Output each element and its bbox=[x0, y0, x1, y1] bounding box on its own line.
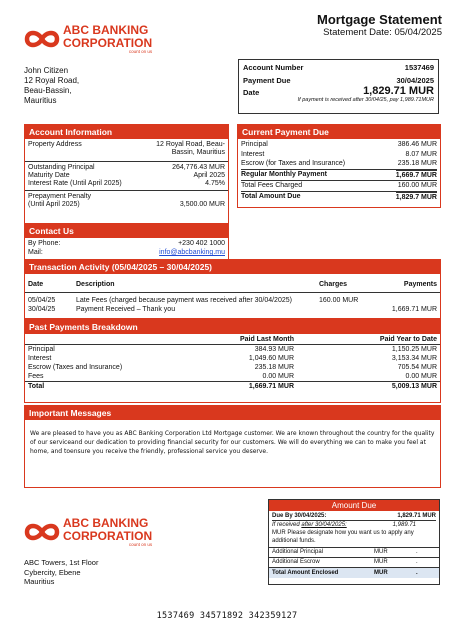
pp-last: 1,049.60 MUR bbox=[248, 355, 294, 362]
amount-date-label: Date bbox=[243, 88, 260, 97]
current-payment-panel bbox=[237, 124, 441, 208]
prepayment-penalty-label: Prepayment Penalty bbox=[28, 193, 92, 200]
cp-interest-label: Interest bbox=[241, 150, 265, 158]
logo-line1: ABC BANKING bbox=[63, 23, 149, 37]
transaction-header-row bbox=[25, 280, 440, 293]
total-enclosed-input[interactable]: . bbox=[416, 570, 418, 576]
cp-fees-label: Total Fees Charged bbox=[241, 182, 303, 189]
contact-header: Contact Us bbox=[25, 224, 228, 238]
prepayment-penalty-value: 3,500.00 MUR bbox=[179, 201, 225, 208]
amount-due-coupon bbox=[268, 499, 440, 585]
pp-label: Interest bbox=[28, 355, 52, 362]
bank-logo-footer bbox=[24, 517, 152, 547]
account-information-header: Account Information bbox=[25, 125, 228, 139]
statement-date: Statement Date: 05/04/2025 bbox=[323, 27, 442, 38]
interest-rate-label: Interest Rate (Until April 2025) bbox=[28, 180, 122, 187]
funds-instruction: MUR Please designate how you want us to apply any additional funds. bbox=[272, 530, 414, 544]
cp-regular-value: 1,669.7 MUR bbox=[395, 171, 437, 179]
infinity-logo-icon bbox=[24, 28, 60, 50]
table-row bbox=[25, 363, 440, 372]
cp-principal-value: 386.46 MUR bbox=[397, 141, 437, 148]
col-payments: Payments bbox=[403, 281, 437, 288]
current-payment-header: Current Payment Due bbox=[238, 125, 440, 139]
col-paid-last-month: Paid Last Month bbox=[239, 336, 294, 343]
cp-total-label: Total Amount Due bbox=[241, 192, 301, 200]
cp-escrow-label: Escrow (for Taxes and Insurance) bbox=[241, 160, 346, 167]
table-row bbox=[25, 345, 440, 355]
account-information-panel bbox=[24, 124, 229, 224]
past-payments-table bbox=[25, 335, 440, 391]
due-by-value: 1,829.71 MUR bbox=[397, 513, 436, 519]
txn-charges: 160.00 MUR bbox=[319, 297, 359, 304]
cp-fees-value: 160.00 MUR bbox=[397, 182, 437, 189]
mail-label: Mail: bbox=[28, 249, 43, 256]
txn-charges bbox=[316, 305, 374, 314]
total-enclosed-label: Total Amount Enclosed bbox=[272, 570, 339, 576]
txn-payments bbox=[374, 293, 440, 306]
logo-line1: ABC BANKING bbox=[63, 516, 149, 530]
property-address-value: 12 Royal Road, Beau-Bassin, Mauritius bbox=[156, 141, 225, 156]
maturity-date-label: Maturity Date bbox=[28, 172, 70, 179]
interest-rate-value: 4.75% bbox=[205, 180, 225, 187]
outstanding-principal-value: 264,776.43 MUR bbox=[172, 164, 225, 171]
transaction-activity-panel bbox=[24, 259, 441, 319]
pp-ytd: 3,153.34 MUR bbox=[391, 355, 437, 362]
pp-ytd: 5,009.13 MUR bbox=[391, 383, 437, 390]
pp-last: 0.00 MUR bbox=[262, 373, 294, 380]
table-row bbox=[25, 382, 440, 392]
account-number-value: 1537469 bbox=[404, 63, 434, 72]
property-address-label: Property Address bbox=[28, 141, 82, 148]
phone-value: +230 402 1000 bbox=[178, 240, 225, 247]
transaction-table bbox=[25, 280, 440, 314]
payment-due-value: 30/04/2025 bbox=[396, 76, 434, 85]
important-messages-panel bbox=[24, 405, 441, 488]
phone-label: By Phone: bbox=[28, 240, 61, 247]
bank-address bbox=[24, 558, 98, 587]
customer-addr2: Beau-Bassin, bbox=[24, 86, 72, 95]
infinity-logo-icon bbox=[24, 521, 60, 543]
late-amount-value: 1,989.71 bbox=[392, 522, 416, 528]
additional-principal-row[interactable] bbox=[269, 548, 439, 558]
transaction-activity-header: Transaction Activity (05/04/2025 – 30/04/2025) bbox=[25, 260, 440, 274]
pp-label: Total bbox=[28, 383, 45, 390]
bank-addr3: Mauritius bbox=[24, 577, 55, 586]
prepayment-penalty-period: (Until April 2025) bbox=[28, 201, 80, 208]
mail-link[interactable]: info@abcbanking.mu bbox=[159, 249, 225, 256]
statement-header bbox=[317, 12, 442, 38]
contact-panel bbox=[24, 223, 229, 261]
due-by-label: Due By 30/04/2025: bbox=[272, 513, 327, 519]
col-charges: Charges bbox=[319, 281, 348, 288]
logo-line2: CORPORATION bbox=[63, 35, 153, 50]
add-principal-input[interactable]: . bbox=[416, 549, 418, 555]
bank-addr1: ABC Towers, 1st Floor bbox=[24, 558, 99, 567]
table-row bbox=[25, 305, 440, 314]
cp-interest-value: 8.07 MUR bbox=[405, 150, 437, 158]
pp-last: 384.93 MUR bbox=[254, 346, 294, 353]
txn-date: 05/04/25 bbox=[28, 297, 56, 304]
txn-payments: 1,669.71 MUR bbox=[391, 306, 437, 313]
total-enclosed-currency: MUR bbox=[374, 570, 388, 576]
customer-addr3: Mauritius bbox=[24, 96, 57, 105]
table-row bbox=[25, 372, 440, 382]
add-escrow-label: Additional Escrow bbox=[272, 559, 320, 565]
txn-description: Payment Received – Thank you bbox=[76, 306, 176, 313]
txn-description: Late Fees (charged because payment was received after 30/04/2025) bbox=[76, 297, 292, 304]
pp-ytd: 0.00 MUR bbox=[405, 373, 437, 380]
important-messages-header: Important Messages bbox=[25, 406, 440, 420]
additional-escrow-row[interactable] bbox=[269, 558, 439, 568]
past-payments-panel bbox=[24, 319, 441, 403]
cp-principal-label: Principal bbox=[241, 141, 268, 148]
logo-tagline: count on us bbox=[128, 542, 153, 548]
customer-addr1: 12 Royal Road, bbox=[24, 76, 80, 85]
pp-label: Principal bbox=[28, 346, 55, 353]
pp-label: Fees bbox=[28, 373, 44, 380]
payment-due-label: Payment Due bbox=[243, 76, 291, 85]
pp-label: Escrow (Taxes and Insurance) bbox=[28, 364, 123, 371]
col-paid-year-to-date: Paid Year to Date bbox=[379, 336, 437, 343]
pp-last: 1,669.71 MUR bbox=[248, 383, 294, 390]
table-row bbox=[25, 354, 440, 363]
maturity-date-value: April 2025 bbox=[193, 172, 225, 179]
account-summary-box bbox=[238, 59, 439, 114]
bank-addr2: Cybercity, Ebene bbox=[24, 567, 81, 577]
cp-regular-label: Regular Monthly Payment bbox=[241, 170, 327, 178]
table-row bbox=[25, 293, 440, 306]
col-date: Date bbox=[28, 281, 44, 288]
add-escrow-currency: MUR bbox=[374, 559, 388, 565]
pp-last: 235.18 MUR bbox=[254, 364, 294, 371]
bank-logo bbox=[24, 24, 152, 54]
page-title: Mortgage Statement bbox=[317, 12, 442, 27]
customer-name: John Citizen bbox=[24, 66, 69, 75]
outstanding-principal-label: Outstanding Principal bbox=[28, 164, 95, 171]
late-payment-note: If payment is received after 30/04/25, pay 1,989.71MUR bbox=[297, 97, 434, 103]
amount-due-value: 1,829.71 MUR bbox=[363, 85, 434, 97]
micr-line: 1537469 34571892 342359127 bbox=[156, 611, 298, 621]
logo-line2: CORPORATION bbox=[63, 528, 153, 543]
pp-ytd: 705.54 MUR bbox=[397, 364, 437, 371]
important-messages-body: We are pleased to have you as ABC Banking Corporation Ltd Mortgage customer. We are known throughout the country for the quality of our serviceand our dedication to providing financial security for our customers. We will do everything we can to make you feel at home, and toensure you receive the friendly, professional service you deserve. bbox=[30, 430, 435, 455]
cp-escrow-value: 235.18 MUR bbox=[397, 160, 437, 167]
past-payments-header: Past Payments Breakdown bbox=[25, 320, 440, 334]
cp-total-value: 1,829.7 MUR bbox=[395, 193, 437, 201]
past-payments-header-row bbox=[25, 335, 440, 345]
total-enclosed-row[interactable] bbox=[269, 568, 439, 579]
account-number-label: Account Number bbox=[243, 63, 304, 72]
logo-tagline: count on us bbox=[128, 49, 153, 55]
add-principal-label: Additional Principal bbox=[272, 549, 324, 555]
pp-ytd: 1,150.25 MUR bbox=[391, 346, 437, 353]
col-description: Description bbox=[76, 281, 115, 288]
add-principal-currency: MUR bbox=[374, 549, 388, 555]
customer-address bbox=[24, 66, 79, 106]
add-escrow-input[interactable]: . bbox=[416, 559, 418, 565]
amount-due-header: Amount Due bbox=[269, 500, 439, 511]
late-amount-label: If received after 30/04/2025: bbox=[272, 522, 347, 528]
txn-date: 30/04/25 bbox=[28, 306, 56, 313]
